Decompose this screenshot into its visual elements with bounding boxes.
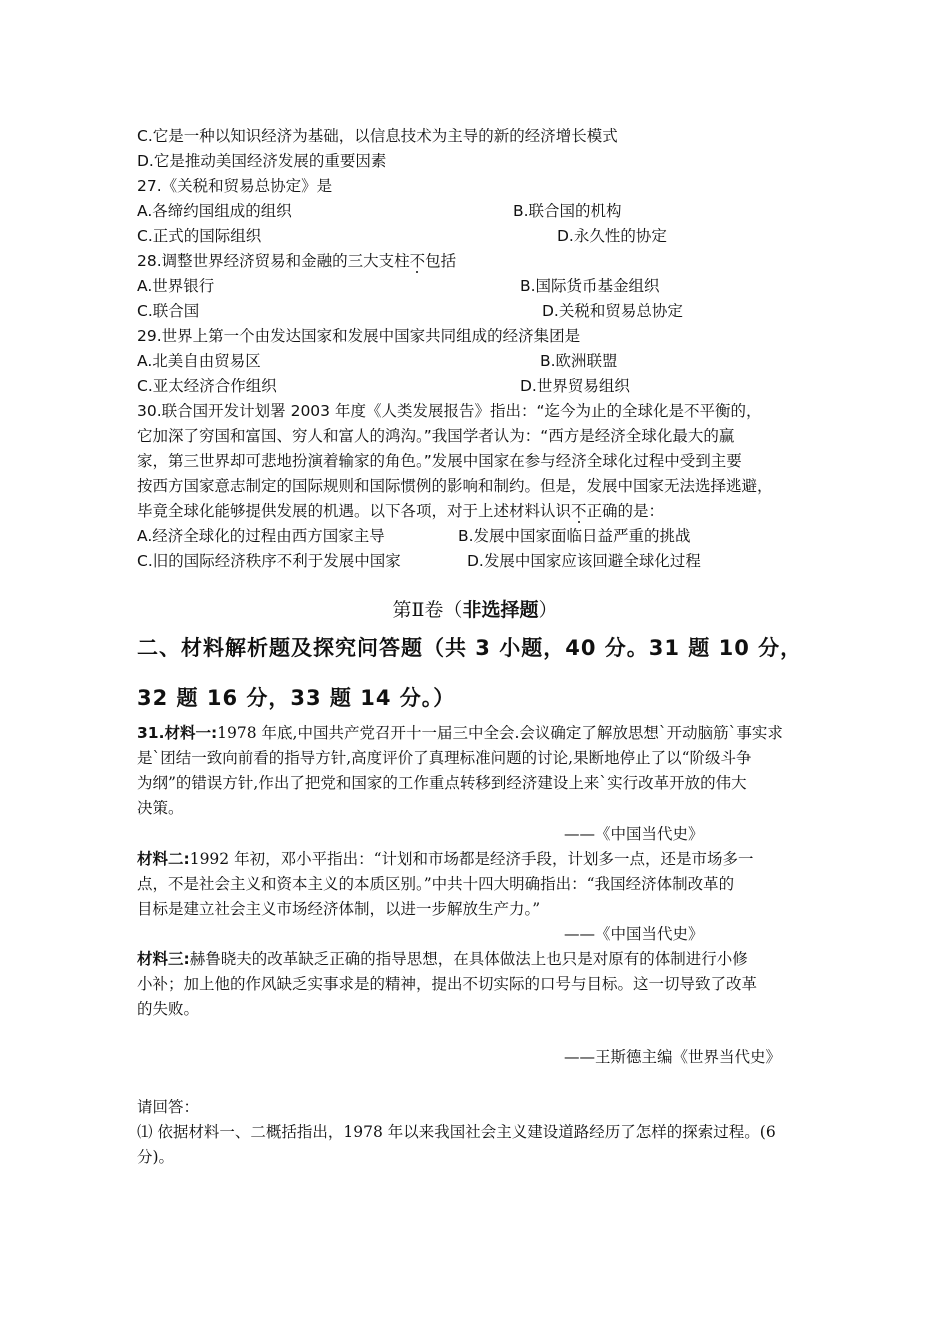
q28-stem	[137, 249, 456, 274]
q27-option-d: D.永久性的协定	[557, 227, 667, 245]
q31-material-2-line-2: 点，不是社会主义和资本主义的本质区别。”中共十四大明确指出：“我国经济体制改革的	[137, 875, 735, 893]
q31-material-1-line-2: 是`团结一致向前看的指导方针,高度评价了真理标准问题的讨论,果断地停止了以“阶级斗争	[137, 749, 752, 767]
q31-material-2-line-1	[137, 847, 754, 872]
q28-stem-pre: 28.调整世界经济贸易和金融的三大支柱	[137, 252, 410, 270]
q31-material-2-label: 材料二:	[137, 850, 190, 868]
q29-option-c: C.亚太经济合作组织	[137, 377, 277, 395]
q30-line-5	[137, 499, 664, 524]
q30-line-2: 它加深了穷国和富国、穷人和富人的鸿沟。”我国学者认为：“西方是经济全球化最大的赢	[137, 427, 735, 445]
q30-line-1: 30.联合国开发计划署 2003 年度《人类发展报告》指出：“迄今为止的全球化是不平衡的，	[137, 402, 762, 420]
q31-material-1-label: 31.材料一:	[137, 724, 218, 742]
q31-source-2: ——《中国当代史》	[564, 925, 704, 943]
q28-option-a: A.世界银行	[137, 277, 215, 295]
q29-option-d: D.世界贸易组织	[520, 377, 630, 395]
q31-material-2-text-1: 1992 年初，邓小平指出：“计划和市场都是经济手段，计划多一点，还是市场多一	[189, 850, 754, 868]
q27-option-a: A.各缔约国组成的组织	[137, 202, 292, 220]
q29-option-a: A.北美自由贸易区	[137, 352, 261, 370]
q31-material-1-line-3: 为纲”的错误方针,作出了把党和国家的工作重点转移到经济建设上来`实行改革开放的伟大	[137, 774, 747, 792]
q30-line-5-post: 正确的是：	[586, 502, 665, 520]
part-2-title-post: ）	[538, 599, 558, 621]
q31-material-3-line-3: 的失败。	[137, 1000, 200, 1018]
part-2-title	[0, 596, 950, 624]
q28-emphasis: 不	[409, 252, 426, 270]
q30-line-4: 按西方国家意志制定的国际规则和国际惯例的影响和制约。但是，发展中国家无法选择逃避，	[137, 477, 773, 495]
q31-ask: 请回答：	[137, 1098, 200, 1116]
q28-option-c: C.联合国	[137, 302, 200, 320]
q28-option-b: B.国际货币基金组织	[520, 277, 660, 295]
q31-material-1-text-1: 1978 年底,中国共产党召开十一届三中全会.会议确定了解放思想`开动脑筋`事实求	[217, 724, 783, 742]
q27-option-b: B.联合国的机构	[513, 202, 622, 220]
q31-material-3-line-1	[137, 947, 748, 972]
q31-material-3-text-1: 赫鲁晓夫的改革缺乏正确的指导思想，在具体做法上也只是对原有的体制进行小修	[189, 950, 748, 968]
q31-material-1-line-1	[137, 721, 783, 746]
q30-line-5-pre: 毕竟全球化能够提供发展的机遇。以下各项，对于上述材料认识	[137, 502, 572, 520]
q26-option-d: D.它是推动美国经济发展的重要因素	[137, 152, 387, 170]
q31-part-1-line-2: 分)。	[137, 1148, 175, 1166]
q30-option-d: D.发展中国家应该回避全球化过程	[467, 552, 701, 570]
q31-source-3: ——王斯德主编《世界当代史》	[564, 1048, 782, 1066]
q31-material-3-line-2: 小补；加上他的作风缺乏实事求是的精神，提出不切实际的口号与目标。这一切导致了改革	[137, 975, 758, 993]
q31-source-1: ——《中国当代史》	[564, 825, 704, 843]
q28-stem-post: 包括	[425, 252, 457, 270]
q31-material-2-line-3: 目标是建立社会主义市场经济体制，以进一步解放生产力。”	[137, 900, 541, 918]
q30-emphasis: 不	[571, 502, 587, 520]
q30-line-3: 家，第三世界却可悲地扮演着输家的角色。”发展中国家在参与经济全球化过程中受到主要	[137, 452, 742, 470]
q31-part-1-line-1: ⑴ 依据材料一、二概括指出，1978 年以来我国社会主义建设道路经历了怎样的探索过程。(6	[137, 1123, 776, 1141]
q27-option-c: C.正式的国际组织	[137, 227, 262, 245]
q27-stem: 27.《关税和贸易总协定》是	[137, 177, 333, 195]
section-heading-line-1: 二、材料解析题及探究问答题（共 3 小题，40 分。31 题 10 分，	[137, 636, 803, 660]
q31-material-3-label: 材料三:	[137, 950, 190, 968]
part-2-title-pre: 第Ⅱ卷（	[392, 599, 463, 621]
q29-stem: 29.世界上第一个由发达国家和发展中国家共同组成的经济集团是	[137, 327, 581, 345]
section-heading-line-2: 32 题 16 分，33 题 14 分。）	[137, 686, 456, 710]
q28-option-d: D.关税和贸易总协定	[542, 302, 683, 320]
q29-option-b: B.欧洲联盟	[540, 352, 618, 370]
q30-option-b: B.发展中国家面临日益严重的挑战	[458, 527, 691, 545]
part-2-title-bold: 非选择题	[462, 599, 539, 621]
q31-material-1-line-4: 决策。	[137, 799, 184, 817]
q26-option-c: C.它是一种以知识经济为基础，以信息技术为主导的新的经济增长模式	[137, 127, 618, 145]
q30-option-a: A.经济全球化的过程由西方国家主导	[137, 527, 385, 545]
q30-option-c: C.旧的国际经济秩序不利于发展中国家	[137, 552, 401, 570]
